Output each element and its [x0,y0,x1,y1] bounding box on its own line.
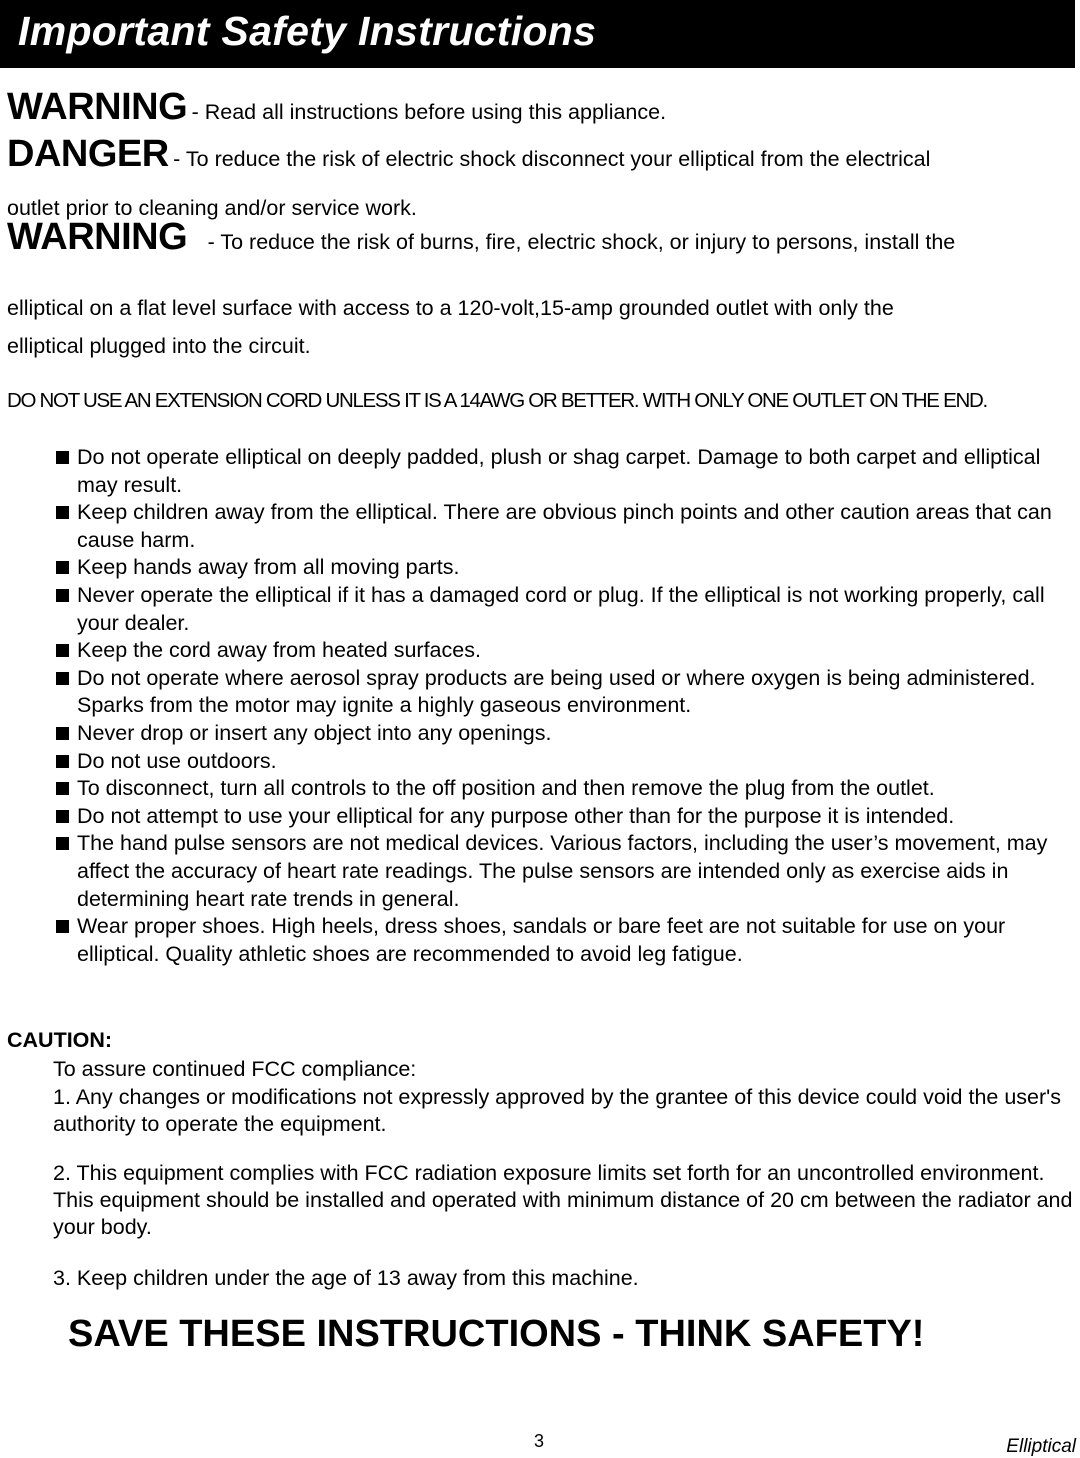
square-bullet-icon [56,589,69,602]
warning-burns-line-2: elliptical on a flat level surface with access to a 120-volt,15-amp grounded outlet with only the [7,296,894,320]
square-bullet-icon [56,727,69,740]
safety-bullet-list [53,444,1073,968]
square-bullet-icon [56,920,69,933]
list-item: Keep hands away from all moving parts. [53,554,1073,582]
page-number: 3 [534,1431,545,1451]
square-bullet-icon [56,837,69,850]
list-item: Do not operate elliptical on deeply padded, plush or shag carpet. Damage to both carpet and elliptical may result. [53,444,1073,499]
list-item: Keep children away from the elliptical. There are obvious pinch points and other caution areas that can cause harm. [53,499,1073,554]
caution-label: CAUTION: [7,1028,113,1052]
list-item: Never operate the elliptical if it has a damaged cord or plug. If the elliptical is not working properly, call your dealer. [53,582,1073,637]
square-bullet-icon [56,672,69,685]
square-bullet-icon [56,561,69,574]
warning-read-instructions [7,86,666,129]
extension-cord-notice: DO NOT USE AN EXTENSION CORD UNLESS IT IS A 14AWG OR BETTER. WITH ONLY ONE OUTLET ON THE END. [7,389,987,412]
caution-item: 3. Keep children under the age of 13 away from this machine. [53,1266,639,1290]
danger-text: - To reduce the risk of electric shock disconnect your elliptical from the electrical [173,147,931,171]
warning-label: WARNING [7,86,188,128]
caution-intro: To assure continued FCC compliance: [53,1057,417,1081]
danger-label: DANGER [7,133,169,175]
footer-product-name: Elliptical [1006,1436,1076,1457]
list-item: Never drop or insert any object into any openings. [53,720,1073,748]
warning-label: WARNING [7,216,188,258]
page-title: Important Safety Instructions [18,8,597,54]
square-bullet-icon [56,451,69,464]
square-bullet-icon [56,755,69,768]
warning-text: - To reduce the risk of burns, fire, electric shock, or injury to persons, install the [207,230,956,254]
list-item: Keep the cord away from heated surfaces. [53,637,1073,665]
warning-text: - Read all instructions before using this appliance. [191,100,667,124]
warning-burns-line-3: elliptical plugged into the circuit. [7,334,311,358]
warning-burns [7,216,955,259]
square-bullet-icon [56,782,69,795]
danger-shock [7,133,930,176]
caution-item: 2. This equipment complies with FCC radiation exposure limits set forth for an uncontrolled environment. This equipment should be installed and operated with minimum distance of 20 cm between the radiator and your body. [53,1161,1073,1239]
list-item: To disconnect, turn all controls to the off position and then remove the plug from the outlet. [53,775,1073,803]
square-bullet-icon [56,506,69,519]
square-bullet-icon [56,644,69,657]
title-bar [0,0,1075,68]
list-item: Do not attempt to use your elliptical for any purpose other than for the purpose it is intended. [53,803,1073,831]
list-item: The hand pulse sensors are not medical devices. Various factors, including the user’s movement, may affect the accuracy of heart rate readings. The pulse sensors are intended only as exercise aids in determining heart rate trends in general. [53,830,1073,913]
caution-item: 1. Any changes or modifications not expressly approved by the grantee of this device could void the user's authority to operate the equipment. [53,1085,1062,1136]
save-instructions-notice: SAVE THESE INSTRUCTIONS - THINK SAFETY! [68,1313,925,1355]
square-bullet-icon [56,810,69,823]
list-item: Do not use outdoors. [53,748,1073,776]
list-item: Do not operate where aerosol spray products are being used or where oxygen is being administered. Sparks from the motor may ignite a highly gaseous environment. [53,665,1073,720]
danger-text-continuation: outlet prior to cleaning and/or service work. [7,196,417,220]
list-item: Wear proper shoes. High heels, dress shoes, sandals or bare feet are not suitable for use on your elliptical. Quality athletic shoes are recommended to avoid leg fatigue. [53,913,1073,968]
